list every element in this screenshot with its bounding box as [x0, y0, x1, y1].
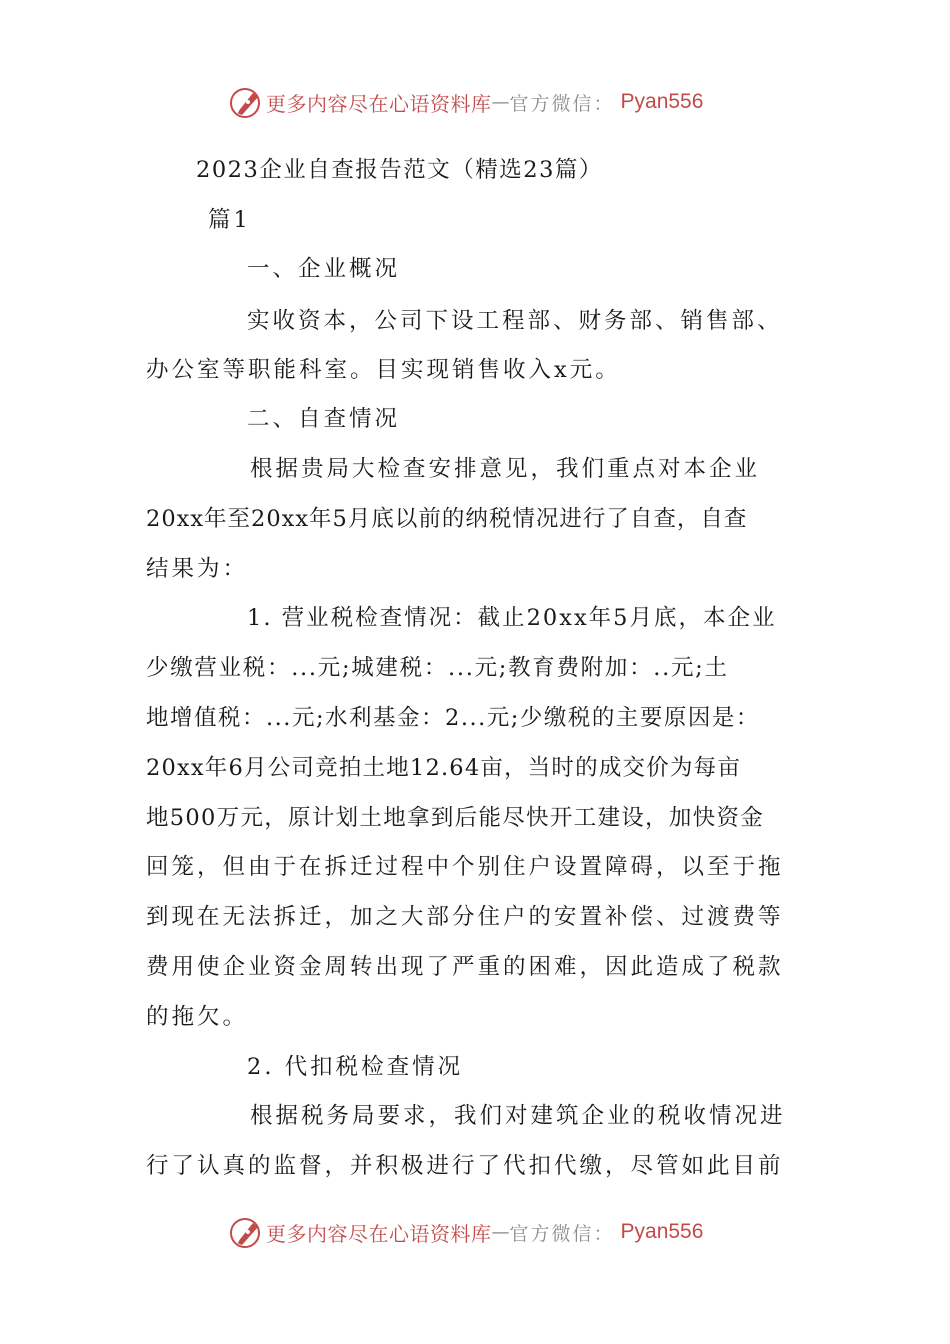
pen-nib-logo-icon	[228, 84, 264, 120]
banner-wechat-label: 官方微信：	[509, 1222, 615, 1245]
paragraph-line: 少缴营业税：...元;城建税：...元;教育费附加：..元;土	[146, 655, 729, 681]
document-title: 2023企业自查报告范文（精选23篇）	[196, 157, 603, 183]
paragraph-line: 到现在无法拆迁，加之大部分住户的安置补偿、过渡费等	[146, 904, 784, 930]
paragraph-line: 地增值税：...元;水利基金：2...元;少缴税的主要原因是：	[146, 705, 760, 731]
paragraph-line: 结果为：	[146, 556, 249, 582]
paragraph-line: 20xx年至20xx年5月底以前的纳税情况进行了自查，自查	[146, 506, 748, 532]
section-heading: 一、企业概况	[247, 256, 401, 282]
paragraph-line: 的拖欠。	[146, 1004, 249, 1030]
banner-separator: —	[491, 91, 510, 113]
paragraph-line: 实收资本，公司下设工程部、财务部、销售部、	[247, 308, 783, 334]
banner-wechat-id: Pyan556	[620, 90, 704, 113]
footer-banner	[228, 1212, 748, 1252]
banner-wechat-id: Pyan556	[620, 1220, 704, 1243]
section-heading: 二、自查情况	[247, 406, 401, 432]
part-label: 篇1	[208, 207, 251, 233]
header-banner	[228, 82, 748, 122]
paragraph-line: 费用使企业资金周转出现了严重的困难，因此造成了税款	[146, 954, 784, 980]
banner-main-text: 更多内容尽在心语资料库	[266, 1221, 492, 1246]
paragraph-line: 办公室等职能科室。目实现销售收入x元。	[146, 357, 621, 383]
paragraph-line: 行了认真的监督，并积极进行了代扣代缴，尽管如此目前	[146, 1153, 784, 1179]
banner-separator: —	[491, 1221, 510, 1243]
paragraph-line: 根据贵局大检查安排意见，我们重点对本企业	[250, 456, 761, 482]
pen-nib-logo-icon	[228, 1214, 264, 1250]
paragraph-line: 回笼，但由于在拆迁过程中个别住户设置障碍，以至于拖	[146, 854, 784, 880]
paragraph-line: 20xx年6月公司竞拍土地12.64亩，当时的成交价为每亩	[146, 755, 742, 781]
banner-main-text: 更多内容尽在心语资料库	[266, 91, 492, 116]
paragraph-line: 地500万元，原计划土地拿到后能尽快开工建设，加快资金	[146, 805, 765, 831]
banner-wechat-label: 官方微信：	[509, 92, 615, 115]
paragraph-line: 1. 营业税检查情况：截止20xx年5月底，本企业	[247, 605, 777, 631]
paragraph-line: 根据税务局要求，我们对建筑企业的税收情况进	[250, 1103, 786, 1129]
section-heading: 2. 代扣税检查情况	[247, 1054, 464, 1080]
